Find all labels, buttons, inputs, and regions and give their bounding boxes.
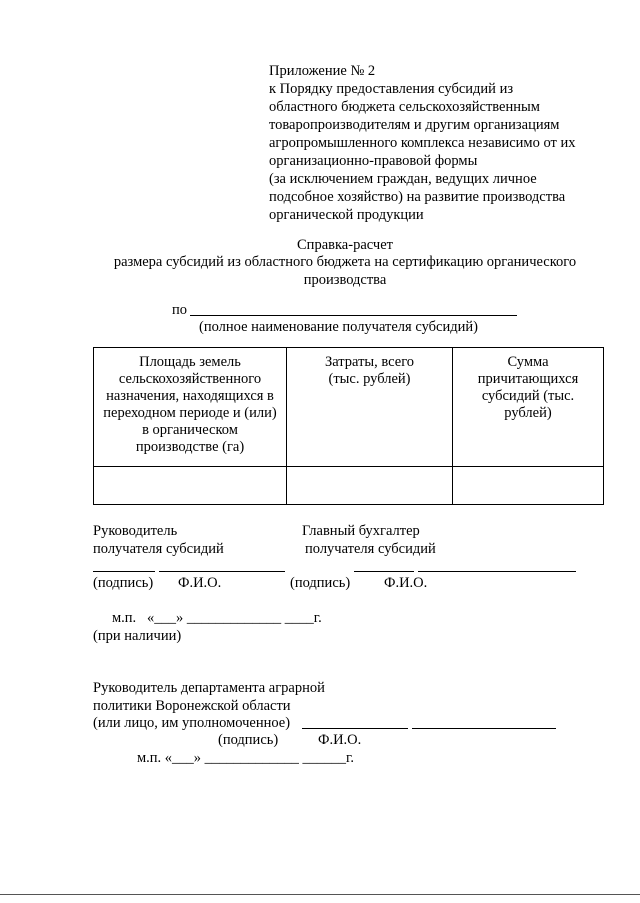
header-costs: Затраты, всего (тыс. рублей) xyxy=(287,348,453,467)
accountant-fio-line[interactable] xyxy=(418,571,576,572)
stamp-note: (при наличии) xyxy=(93,628,182,644)
page-bottom-divider xyxy=(0,894,640,895)
table-cell-costs[interactable] xyxy=(287,467,453,505)
accountant-fio-caption: Ф.И.О. xyxy=(384,575,428,591)
appendix-line: подсобное хозяйство) на развитие производства xyxy=(269,189,566,205)
recipient-prefix: по xyxy=(172,302,188,318)
department-stamp-date-line[interactable]: м.п. «___» _____________ ______г. xyxy=(137,750,354,766)
recipient-caption: (полное наименование получателя субсидий) xyxy=(199,319,478,335)
appendix-line: (за исключением граждан, ведущих личное xyxy=(269,171,537,187)
appendix-line: организационно-правовой формы xyxy=(269,153,478,169)
table-cell-subsidy[interactable] xyxy=(453,467,604,505)
accountant-signature-line[interactable] xyxy=(354,571,414,572)
head-signature-line[interactable] xyxy=(93,571,155,572)
calculation-table xyxy=(93,347,604,505)
department-fio-line[interactable] xyxy=(412,728,556,729)
department-title-cont: политики Воронежской области xyxy=(93,698,291,714)
head-title: Руководитель xyxy=(93,523,178,539)
recipient-name-line[interactable] xyxy=(190,315,517,316)
department-signature-caption: (подпись) xyxy=(218,732,279,748)
doc-subtitle-cont: производства xyxy=(303,272,387,288)
department-title: Руководитель департамента аграрной xyxy=(93,680,325,696)
accountant-title: Главный бухгалтер xyxy=(302,523,420,539)
doc-title: Справка-расчет xyxy=(297,237,393,253)
table-row xyxy=(94,467,604,505)
header-area: Площадь земель сельскохозяйственного назначения, находящихся в переходном периоде и (или) в органическом производстве (га) xyxy=(94,348,287,467)
head-signature-caption: (подпись) xyxy=(93,575,154,591)
department-authorized: (или лицо, им уполномоченное) xyxy=(93,715,291,731)
appendix-line: областного бюджета сельскохозяйственным xyxy=(269,99,540,115)
header-subsidy: Сумма причитающихся субсидий (тыс. рублей) xyxy=(453,348,604,467)
doc-subtitle: размера субсидий из областного бюджета на сертификацию органического xyxy=(113,254,577,270)
table-header-row xyxy=(94,348,604,467)
head-title-cont: получателя субсидий xyxy=(93,541,224,557)
appendix-number: Приложение № 2 xyxy=(269,63,376,79)
stamp-date-line[interactable]: м.п. «___» _____________ ____г. xyxy=(112,610,322,626)
head-fio-caption: Ф.И.О. xyxy=(178,575,222,591)
appendix-line: к Порядку предоставления субсидий из xyxy=(269,81,514,97)
accountant-title-cont: получателя субсидий xyxy=(305,541,436,557)
accountant-signature-caption: (подпись) xyxy=(290,575,351,591)
department-signature-line[interactable] xyxy=(302,728,408,729)
appendix-line: агропромышленного комплекса независимо от их xyxy=(269,135,576,151)
appendix-line: товаропроизводителям и другим организациям xyxy=(269,117,560,133)
head-fio-line[interactable] xyxy=(159,571,285,572)
table-cell-area[interactable] xyxy=(94,467,287,505)
department-fio-caption: Ф.И.О. xyxy=(318,732,362,748)
appendix-line: органической продукции xyxy=(269,207,424,223)
